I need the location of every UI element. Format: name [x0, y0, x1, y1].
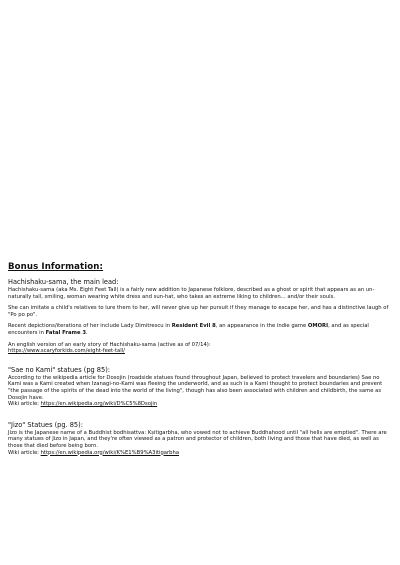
jizo-title: "Jizo" Statues (pg. 85):: [8, 420, 83, 429]
fatal-frame-title: Fatal Frame 3: [45, 329, 87, 336]
main-lead-paragraph-2: She can imitate a child's relatives to lure them to her, will never give up her pursuit if they manage to escape her, and has a distinctive laugh of "Po po po".: [8, 305, 389, 318]
p3-text-b: , an appearance in the indie game: [215, 323, 308, 330]
jizo-wiki: [8, 450, 394, 457]
p3-text-c: , and as special encounters in: [8, 323, 369, 336]
main-lead-paragraph-1: Hachishaku-sama (aka Ms. Eight Feet Tall) is a fairly new addition to Japanese folklore, described as a ghost or spirit that appears as an un-naturally tall, smiling, woman wearing white dress and sun-hat, who takes an extreme liking to children... and/or their souls.: [8, 287, 375, 300]
sae-no-kami-title: "Sae no Kami" statues (pg 85):: [8, 365, 110, 374]
jizo-wiki-label: Wiki article:: [8, 449, 41, 456]
p3-text-a: Recent depictions/iterations of her include Lady Dimitrescu in: [8, 323, 172, 330]
sae-wiki-link[interactable]: https://en.wikipedia.org/wiki/D%C5%8Dsojin: [40, 401, 158, 408]
sae-no-kami-wiki: [8, 401, 394, 408]
omori-title: OMORI: [307, 323, 329, 330]
main-lead-title: Hachishaku-sama, the main lead:: [8, 278, 119, 286]
bonus-heading: Bonus Information:: [8, 262, 104, 272]
main-lead-paragraph-4: [8, 342, 394, 355]
p3-text-d: .: [86, 329, 88, 336]
sae-wiki-label: Wiki article:: [8, 401, 41, 408]
main-lead-paragraph-3: [8, 323, 394, 336]
sae-no-kami-body: According to the wikipedia article for Dosojin (roadside statues found throughout Japan, believed to protect travelers and boundaries) Sae no Kami was a Kami created when Izanagi-no-Kami was fleeing the underworld, and as such is a Kami thought to protect boundaries and prevent "the passage of the spirits of the dead into the world of the living", though has also been associated with children and childbirth, the same as Dosojin have.: [8, 374, 383, 401]
bonus-information-section: [8, 262, 394, 461]
story-link[interactable]: https://www.scaryforkids.com/eight-feet-tall/: [8, 348, 125, 355]
jizo-body: Jizo is the Japanese name of a Buddhist bodhisattva: Kṣitigarbha, who vowed not to achieve Buddhahood until "all hells are emptied". There are many statues of Jizo in Japan, and they're often viewed as a patron and protector of children, both living and those that have died, as well as those that died before being born.: [8, 429, 387, 449]
jizo-wiki-link[interactable]: https://en.wikipedia.org/wiki/K%E1%B9%A3itigarbha: [40, 449, 180, 456]
story-text: An english version of an early story of Hachishaku-sama (active as of 07/14):: [8, 341, 211, 348]
resident-evil-title: Resident Evil 8: [171, 323, 216, 330]
